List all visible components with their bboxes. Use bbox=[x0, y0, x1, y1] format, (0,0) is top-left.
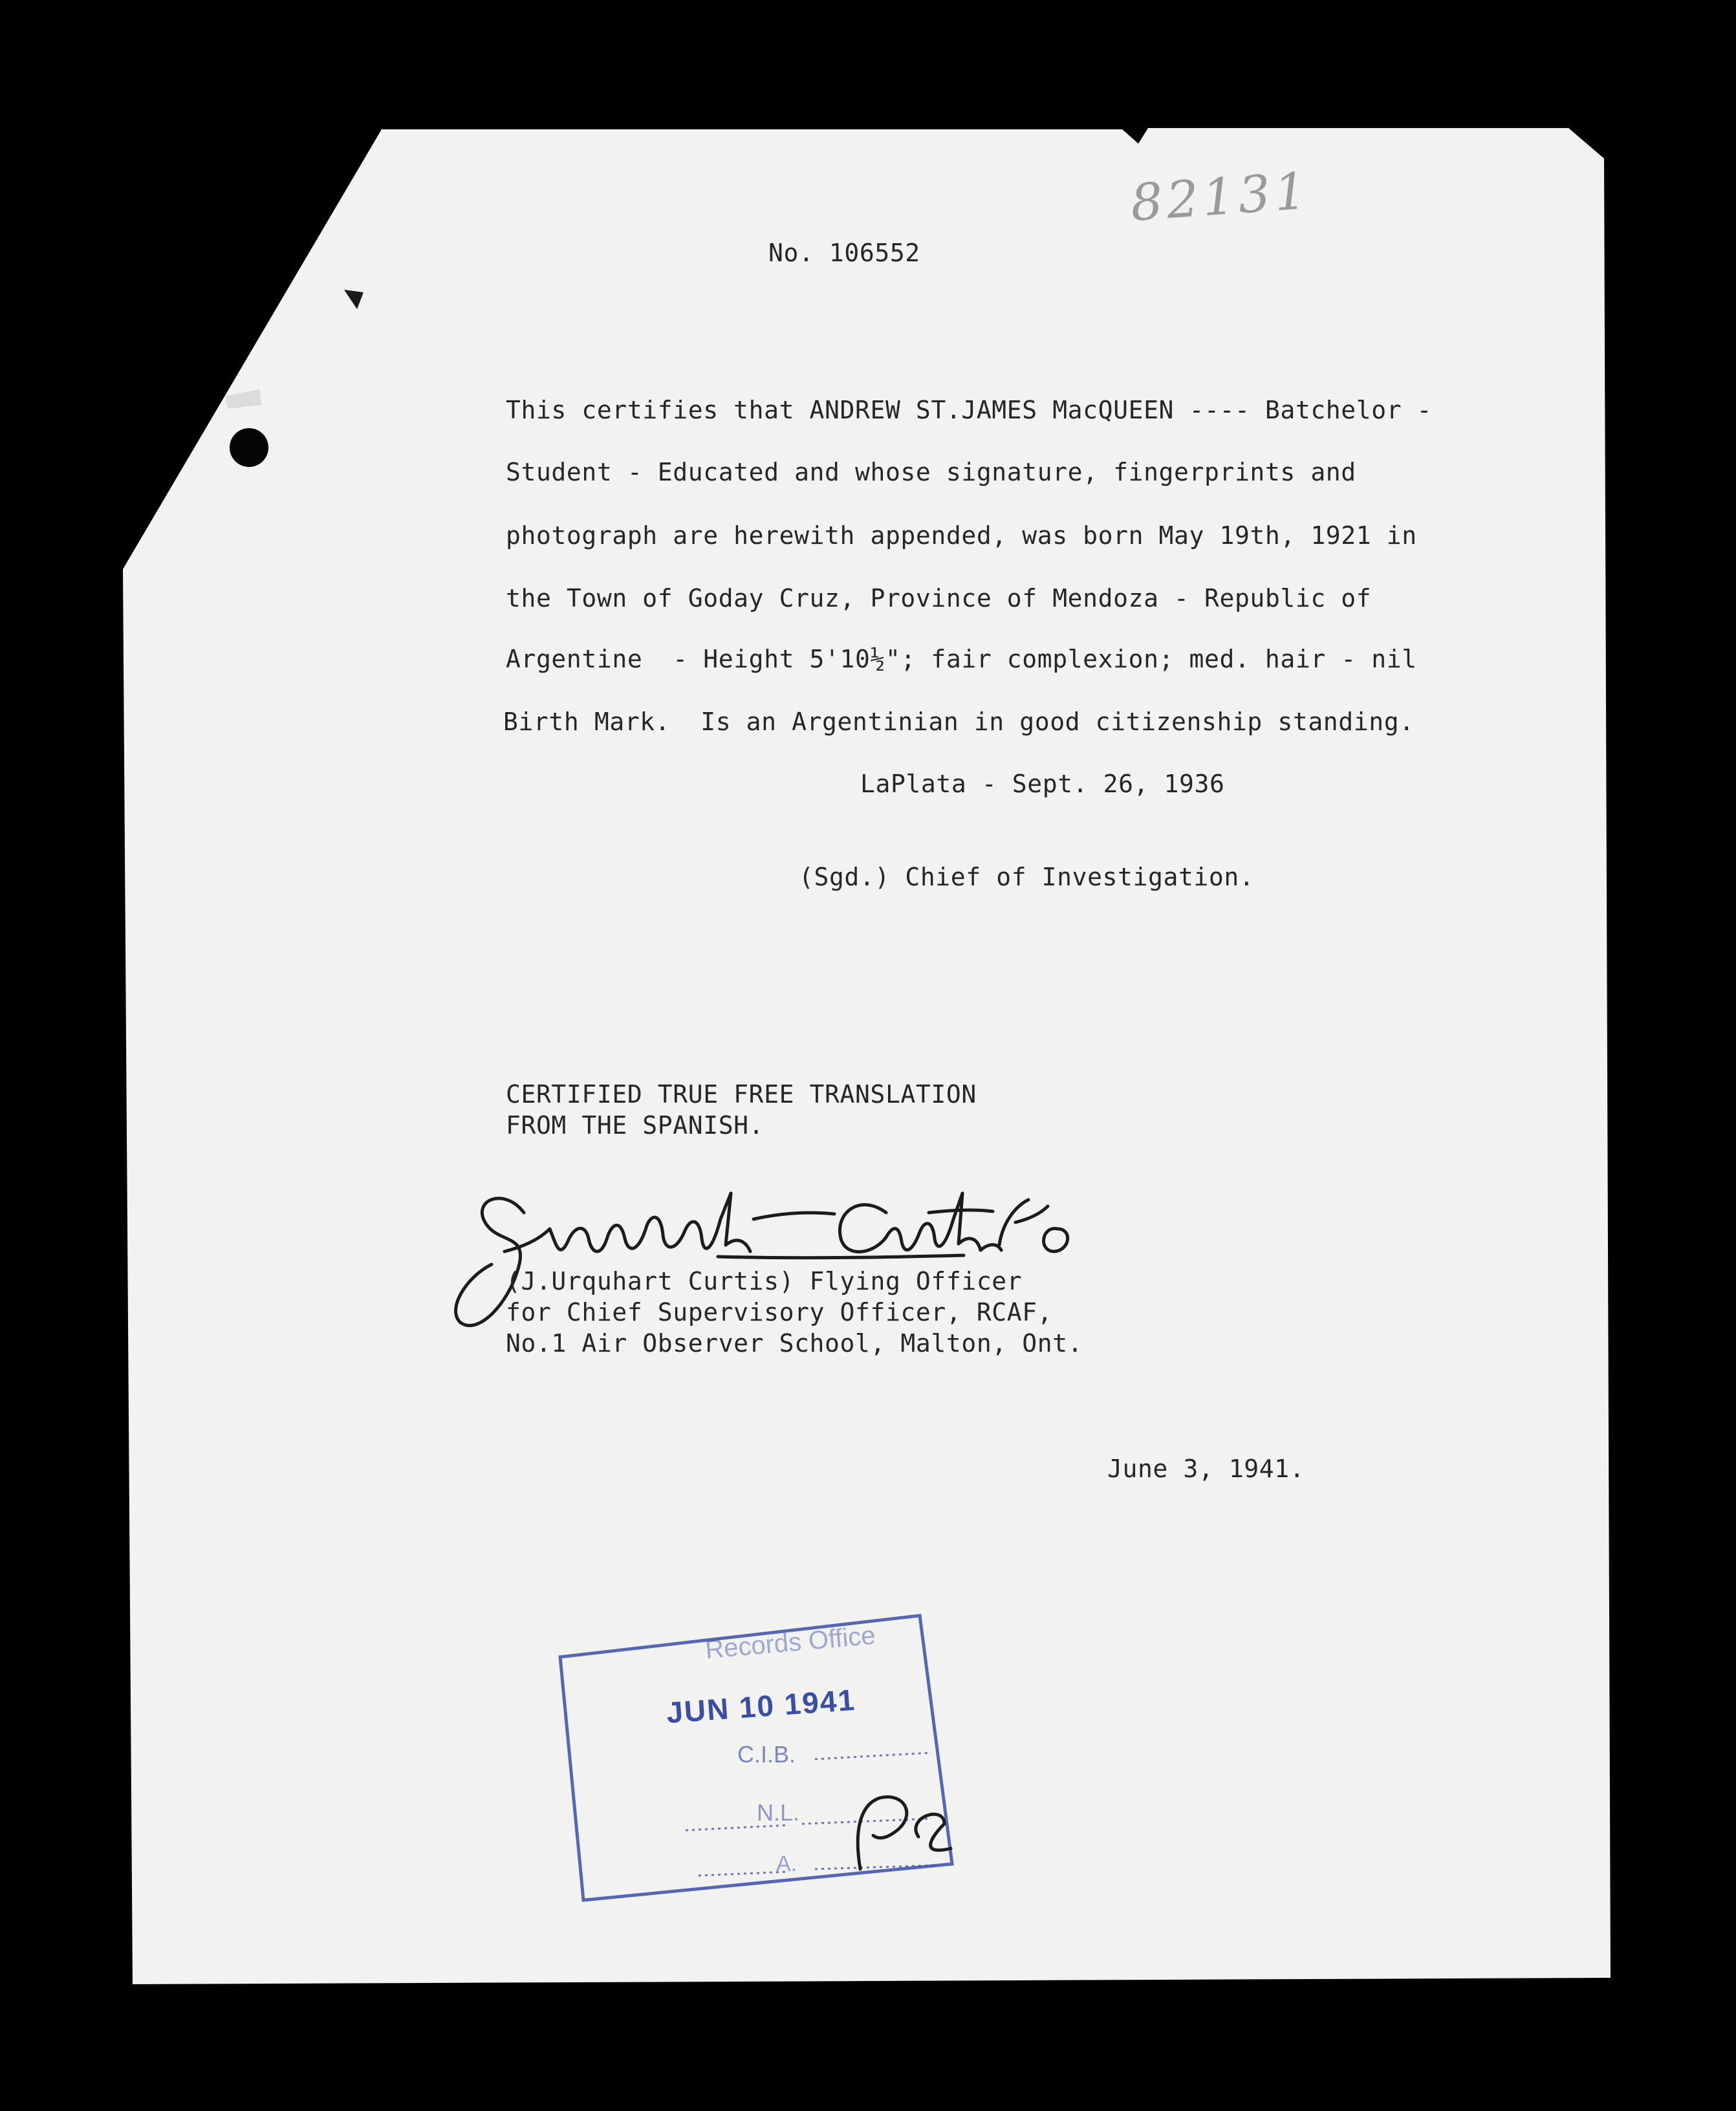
stamp-row: A. bbox=[776, 1852, 797, 1876]
stamp-date: JUN 10 1941 bbox=[665, 1682, 857, 1730]
document-date: June 3, 1941. bbox=[1107, 1455, 1305, 1483]
place-date: LaPlata - Sept. 26, 1936 bbox=[860, 770, 1225, 798]
certification-line: FROM THE SPANISH. bbox=[506, 1111, 765, 1140]
body-line: photograph are herewith appended, was born May 19th, 1921 in bbox=[506, 521, 1417, 550]
certification-line: CERTIFIED TRUE FREE TRANSLATION bbox=[506, 1080, 977, 1109]
body-line: Birth Mark. Is an Argentinian in good citizenship standing. bbox=[503, 708, 1415, 736]
signatory-line: for Chief Supervisory Officer, RCAF, bbox=[506, 1298, 1053, 1326]
punch-hole bbox=[230, 428, 268, 467]
signatory-line: No.1 Air Observer School, Malton, Ont. bbox=[506, 1329, 1083, 1358]
body-line: the Town of Goday Cruz, Province of Mendoza - Republic of bbox=[506, 584, 1372, 612]
signatory-line: (J.Urquhart Curtis) Flying Officer bbox=[506, 1267, 1023, 1295]
stamp-header: Records Office bbox=[704, 1621, 877, 1665]
stamp-row: N.L. bbox=[757, 1799, 800, 1826]
body-line: Argentine - Height 5'10½"; fair complexion; med. hair - nil bbox=[506, 645, 1417, 673]
body-line: Student - Educated and whose signature, fingerprints and bbox=[506, 458, 1356, 486]
stamp-initials-strokes bbox=[858, 1797, 951, 1869]
body-line: This certifies that ANDREW ST.JAMES MacQUEEN ---- Batchelor - bbox=[506, 396, 1433, 424]
document-number: No. 106552 bbox=[768, 239, 920, 267]
handwritten-number: 82131 bbox=[1129, 162, 1312, 233]
signed-by: (Sgd.) Chief of Investigation. bbox=[799, 863, 1255, 891]
stamp-row: C.I.B. bbox=[737, 1741, 796, 1768]
